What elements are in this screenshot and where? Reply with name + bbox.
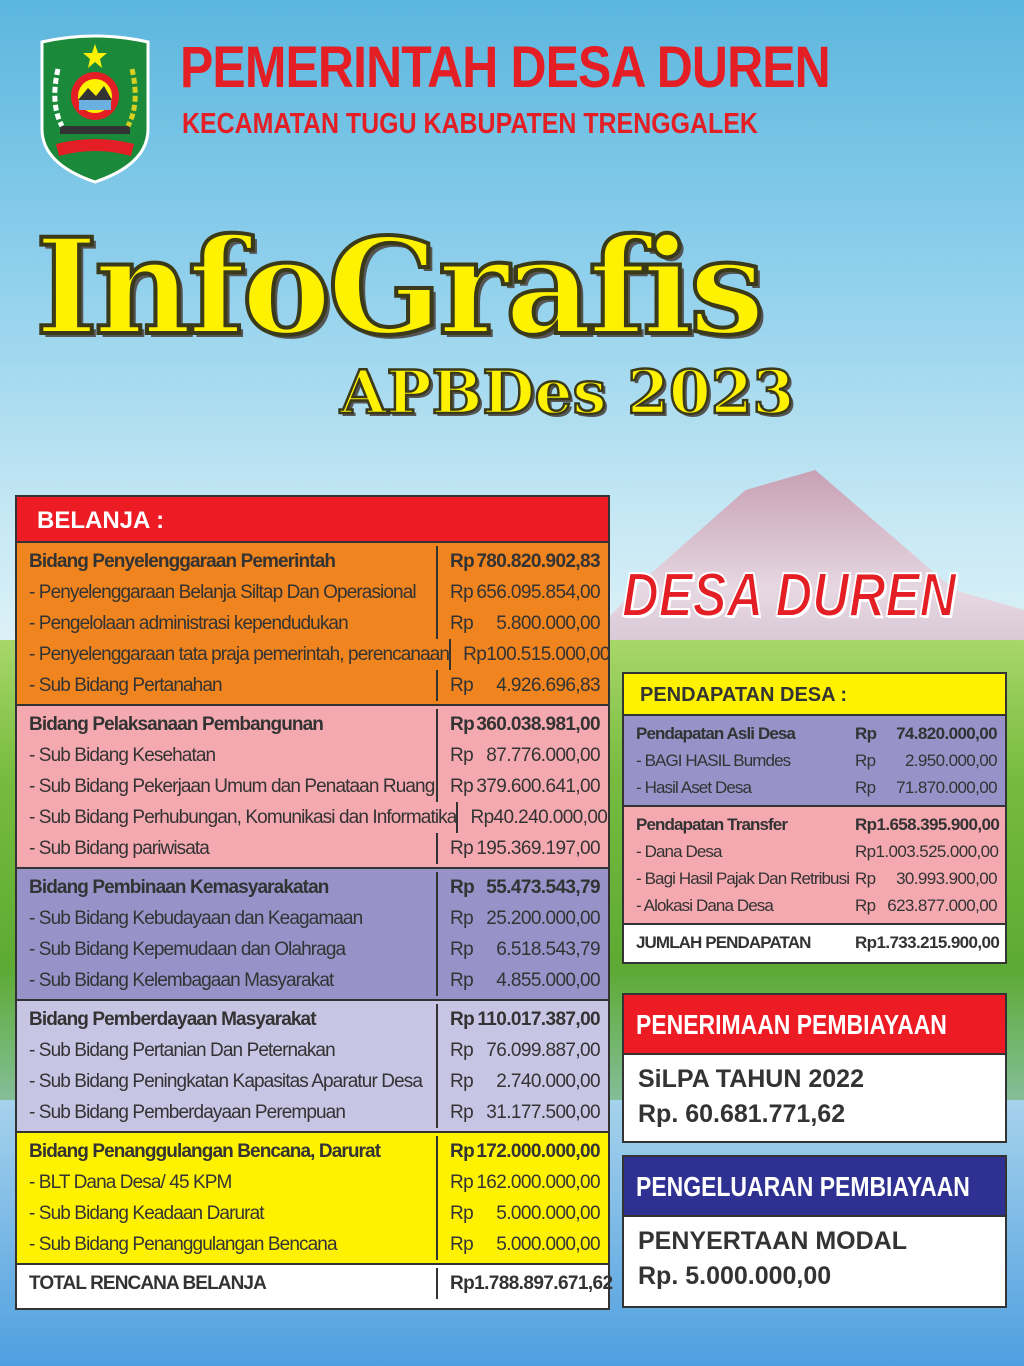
belanja-row [17, 802, 608, 833]
currency-label: Rp [450, 837, 474, 859]
item-label: - Sub Bidang Kelembagaan Masyarakat [29, 969, 334, 991]
item-label: - Alokasi Dana Desa [636, 895, 773, 915]
item-amount: 6.518.543,79 [496, 938, 600, 960]
pendapatan-group [624, 716, 1005, 807]
item-amount-cell [436, 546, 608, 577]
item-label: - Dana Desa [636, 841, 722, 861]
pengeluaran-amount: Rp. 5.000.000,00 [638, 1262, 832, 1290]
item-amount-cell [855, 842, 1005, 862]
item-amount: 5.000.000,00 [496, 1233, 600, 1255]
pendapatan-group [624, 925, 1005, 960]
item-amount: 2.740.000,00 [496, 1070, 600, 1092]
belanja-row [17, 771, 608, 802]
item-amount-cell [855, 724, 1005, 744]
item-amount: 76.099.887,00 [486, 1039, 600, 1061]
item-amount: 1.788.897.671,62 [474, 1272, 613, 1294]
belanja-group [17, 543, 608, 706]
item-amount-cell [436, 872, 608, 903]
item-amount: 4.926.696,83 [496, 674, 600, 696]
currency-label: Rp [450, 969, 474, 991]
currency-label: Rp [450, 1101, 474, 1123]
item-label: Bidang Penanggulangan Bencana, Darurat [29, 1140, 381, 1162]
header-title: PEMERINTAH DESA DUREN [180, 35, 830, 100]
item-label: Bidang Penyelenggaraan Pemerintah [29, 550, 336, 572]
pendapatan-row [624, 720, 1005, 747]
belanja-row [17, 740, 608, 771]
hero-subtitle: APBDes 2023 [340, 358, 795, 428]
pendapatan-row [624, 892, 1005, 919]
item-amount: 71.870.000,00 [896, 777, 997, 797]
pendapatan-table [622, 672, 1007, 964]
item-label: - Penyelenggaraan Belanja Siltap Dan Operasional [29, 581, 416, 603]
item-amount: 4.855.000,00 [496, 969, 600, 991]
pendapatan-row [624, 811, 1005, 838]
belanja-row [17, 1136, 608, 1167]
currency-label: Rp [855, 895, 876, 915]
currency-label: Rp [450, 1233, 474, 1255]
item-amount-cell [436, 1097, 608, 1128]
item-amount: 5.000.000,00 [496, 1202, 600, 1224]
belanja-row [17, 1004, 608, 1035]
item-amount-cell [436, 740, 608, 771]
item-amount-cell [436, 1268, 613, 1299]
village-label: DESA DUREN [622, 561, 957, 630]
item-amount: 30.993.900,00 [896, 868, 997, 888]
currency-label: Rp [450, 1070, 474, 1092]
currency-label: Rp [450, 1171, 474, 1193]
currency-label: Rp [450, 1039, 474, 1061]
belanja-row [17, 1167, 608, 1198]
currency-label: Rp [450, 1272, 475, 1294]
item-amount-cell [855, 815, 1005, 835]
item-amount-cell [855, 778, 1005, 798]
item-amount: 110.017.387,00 [477, 1008, 600, 1030]
belanja-row [17, 1097, 608, 1128]
item-amount-cell [855, 751, 1005, 771]
currency-label: Rp [450, 612, 474, 634]
currency-label: Rp [450, 1140, 475, 1162]
item-label: - Sub Bidang Peningkatan Kapasitas Aparatur Desa [29, 1070, 423, 1092]
item-label: Bidang Pemberdayaan Masyarakat [29, 1008, 316, 1030]
pengeluaran-title: PENGELUARAN PEMBIAYAAN [636, 1171, 970, 1202]
item-amount-cell [436, 771, 608, 802]
belanja-row [17, 934, 608, 965]
item-label: - Sub Bidang Pemberdayaan Perempuan [29, 1101, 346, 1123]
pendapatan-row [624, 747, 1005, 774]
item-label: - Penyelenggaraan tata praja pemerintah, perencanaan [29, 643, 450, 665]
belanja-group [17, 706, 608, 869]
belanja-row [17, 670, 608, 701]
item-label: - Sub Bidang Perhubungan, Komunikasi dan Informatika [29, 806, 457, 828]
item-amount: 25.200.000,00 [486, 907, 600, 929]
pengeluaran-box [622, 1155, 1007, 1308]
pendapatan-row [624, 929, 1005, 956]
belanja-row [17, 965, 608, 996]
item-amount-cell [436, 1004, 608, 1035]
penerimaan-line1: SiLPA TAHUN 2022 [638, 1065, 864, 1093]
belanja-row [17, 577, 608, 608]
item-amount: 87.776.000,00 [486, 744, 600, 766]
item-label: Pendapatan Asli Desa [636, 723, 795, 743]
item-amount-cell [436, 577, 608, 608]
currency-label: Rp [855, 841, 876, 861]
item-amount: 1.003.525.000,00 [875, 841, 999, 861]
belanja-row [17, 1229, 608, 1260]
currency-label: Rp [450, 713, 475, 735]
currency-label: Rp [450, 674, 474, 696]
item-amount-cell [855, 933, 1005, 953]
penerimaan-title: PENERIMAAN PEMBIAYAAN [636, 1009, 947, 1040]
item-amount: 172.000.000,00 [476, 1140, 600, 1162]
item-amount-cell [436, 934, 608, 965]
belanja-row [17, 1035, 608, 1066]
currency-label: Rp [450, 876, 475, 898]
item-amount-cell [436, 965, 608, 996]
currency-label: Rp [450, 550, 475, 572]
currency-label: Rp [450, 907, 474, 929]
pendapatan-row [624, 865, 1005, 892]
item-amount: 5.800.000,00 [496, 612, 600, 634]
belanja-title: BELANJA : [17, 497, 608, 543]
item-amount-cell [456, 802, 615, 833]
currency-label: Rp [450, 1008, 475, 1030]
belanja-group [17, 1001, 608, 1133]
penerimaan-amount: Rp. 60.681.771,62 [638, 1100, 846, 1128]
currency-label: Rp [450, 775, 474, 797]
item-label: - Sub Bidang Penanggulangan Bencana [29, 1233, 337, 1255]
item-label: Pendapatan Transfer [636, 814, 788, 834]
hero-title: InfoGrafis [35, 210, 761, 365]
pengeluaran-line1: PENYERTAAN MODAL [638, 1227, 907, 1255]
currency-label: Rp [855, 750, 876, 770]
item-label: - Sub Bidang Kebudayaan dan Keagamaan [29, 907, 363, 929]
penerimaan-box [622, 993, 1007, 1143]
pendapatan-row [624, 774, 1005, 801]
item-amount: 2.950.000,00 [904, 750, 997, 770]
belanja-group [17, 869, 608, 1001]
belanja-row [17, 1268, 613, 1299]
item-label: - Sub Bidang pariwisata [29, 837, 209, 859]
belanja-row [17, 608, 608, 639]
item-label: - BLT Dana Desa/ 45 KPM [29, 1171, 232, 1193]
item-label: - Sub Bidang Kesehatan [29, 744, 216, 766]
item-amount-cell [436, 608, 608, 639]
item-label: Bidang Pelaksanaan Pembangunan [29, 713, 323, 735]
item-label: Bidang Pembinaan Kemasyarakatan [29, 876, 329, 898]
item-label: - Sub Bidang Kepemudaan dan Olahraga [29, 938, 346, 960]
item-amount-cell [855, 896, 1005, 916]
item-amount-cell [449, 639, 618, 670]
item-amount: 1.658.395.900,00 [876, 814, 1000, 834]
item-label: - BAGI HASIL Bumdes [636, 750, 791, 770]
currency-label: Rp [450, 744, 474, 766]
pendapatan-group [624, 807, 1005, 925]
item-label: JUMLAH PENDAPATAN [636, 932, 811, 952]
currency-label: Rp [463, 643, 487, 665]
belanja-row [17, 833, 608, 864]
item-amount: 74.820.000,00 [896, 723, 997, 743]
pendapatan-title: PENDAPATAN DESA : [624, 674, 1005, 716]
pendapatan-body [624, 716, 1005, 960]
belanja-row [17, 872, 608, 903]
regency-emblem-logo [36, 34, 154, 184]
currency-label: Rp [855, 814, 877, 834]
currency-label: Rp [450, 1202, 474, 1224]
item-amount: 195.369.197,00 [476, 837, 600, 859]
item-amount-cell [436, 670, 608, 701]
item-amount-cell [436, 1198, 608, 1229]
item-amount-cell [436, 709, 608, 740]
item-amount: 31.177.500,00 [486, 1101, 600, 1123]
pendapatan-row [624, 838, 1005, 865]
currency-label: Rp [855, 932, 877, 952]
item-amount-cell [436, 903, 608, 934]
item-label: - Sub Bidang Pekerjaan Umum dan Penataan Ruang [29, 775, 435, 797]
belanja-row [17, 903, 608, 934]
item-amount-cell [855, 869, 1005, 889]
item-label: - Bagi Hasil Pajak Dan Retribusi [636, 868, 850, 888]
item-amount: 100.515.000,00 [486, 643, 610, 665]
belanja-table [15, 495, 613, 1310]
item-label: TOTAL RENCANA BELANJA [29, 1272, 266, 1294]
belanja-row [17, 709, 608, 740]
belanja-body [17, 543, 613, 1302]
belanja-group [17, 1133, 608, 1265]
item-label: - Sub Bidang Pertanahan [29, 674, 222, 696]
item-label: - Sub Bidang Pertanian Dan Peternakan [29, 1039, 335, 1061]
currency-label: Rp [855, 868, 876, 888]
item-label: - Pengelolaan administrasi kependudukan [29, 612, 348, 634]
item-label: - Hasil Aset Desa [636, 777, 752, 797]
item-amount: 55.473.543,79 [486, 876, 600, 898]
belanja-row [17, 639, 608, 670]
item-amount-cell [436, 1229, 608, 1260]
belanja-row [17, 546, 608, 577]
item-amount: 623.877.000,00 [887, 895, 997, 915]
belanja-row [17, 1066, 608, 1097]
currency-label: Rp [450, 938, 474, 960]
currency-label: Rp [855, 777, 876, 797]
currency-label: Rp [855, 723, 877, 743]
item-amount: 162.000.000,00 [476, 1171, 600, 1193]
item-amount-cell [436, 1035, 608, 1066]
currency-label: Rp [450, 581, 474, 603]
item-amount: 40.240.000,00 [493, 806, 608, 828]
currency-label: Rp [470, 806, 494, 828]
belanja-row [17, 1198, 608, 1229]
item-amount: 360.038.981,00 [476, 713, 600, 735]
item-amount-cell [436, 1167, 608, 1198]
item-label: - Sub Bidang Keadaan Darurat [29, 1202, 264, 1224]
header-subtitle: KECAMATAN TUGU KABUPATEN TRENGGALEK [182, 108, 758, 140]
item-amount: 1.733.215.900,00 [876, 932, 1000, 952]
item-amount: 780.820.902,83 [476, 550, 600, 572]
belanja-group [17, 1265, 613, 1302]
item-amount-cell [436, 1066, 608, 1097]
item-amount-cell [436, 833, 608, 864]
item-amount: 656.095.854,00 [476, 581, 600, 603]
item-amount: 379.600.641,00 [476, 775, 600, 797]
item-amount-cell [436, 1136, 608, 1167]
